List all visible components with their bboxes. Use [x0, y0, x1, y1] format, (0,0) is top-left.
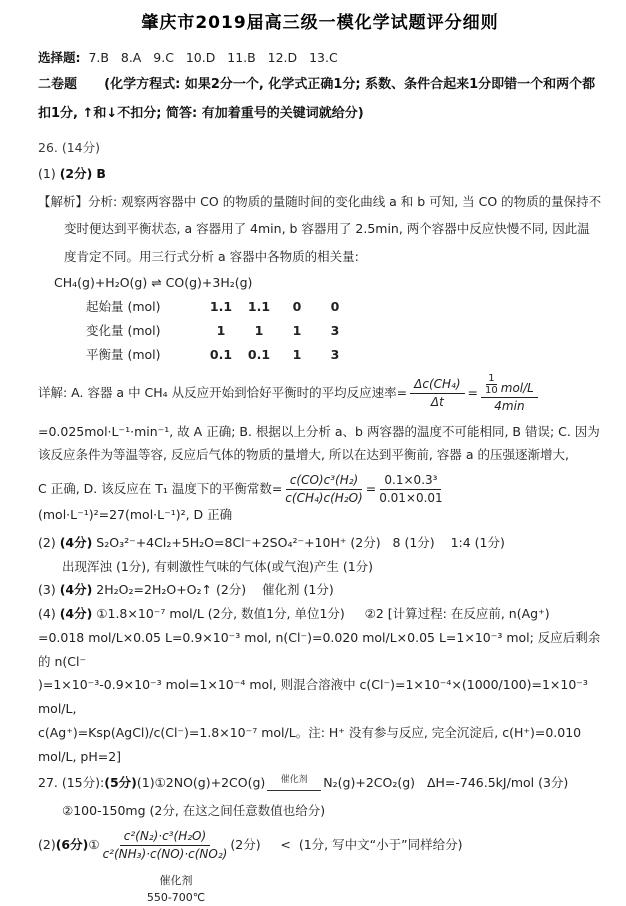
q27-header: 27. (15分): — [38, 775, 105, 791]
page-title: 肇庆市2019届高三级一模化学试题评分细则 — [141, 13, 499, 33]
detail-line3-suffix: (mol·L⁻¹)²=27(mol·L⁻¹)², D 正确 — [38, 507, 233, 523]
cell: 1.1 — [247, 299, 271, 315]
q26-detail-constant-line — [38, 473, 602, 525]
expression-fraction — [103, 829, 228, 862]
q27-part2-line — [38, 829, 602, 862]
q26-part1-score: (2分) — [59, 166, 93, 182]
q27-part1-line — [38, 774, 602, 793]
cell: 3 — [330, 323, 340, 339]
table-row — [86, 295, 602, 319]
q26-part4-score: (4分) — [59, 606, 93, 622]
table-row — [86, 319, 602, 343]
choice-answers-line — [38, 46, 602, 70]
fraction-denominator: c²(NH₃)·c(NO)·c(NO₂) — [102, 846, 228, 861]
row-label: 起始量 (mol) — [86, 299, 161, 315]
q26-part3-text: 2H₂O₂=2H₂O+O₂↑ (2分) 催化剂 (1分) — [92, 582, 334, 598]
cell: 1 — [292, 346, 302, 362]
q26-part2-line — [38, 531, 602, 555]
row-label: 平衡量 (mol) — [86, 346, 161, 362]
q26-detail-line2: =0.025mol·L⁻¹·min⁻¹, 故 A 正确; B. 根据以上分析 a、b 两容器的温度不可能相同, B 错误; C. 因为该反应条件为等温等容, 反应后气体的物质的量增大, 所以在达到平衡前, 容器 a 的压强逐渐增大, — [38, 423, 600, 463]
fraction-denominator: 0.01×0.01 — [379, 491, 443, 506]
fraction-numerator: 0.1×0.3³ — [380, 473, 441, 490]
fraction-denominator: c(CH₄)c(H₂O) — [285, 491, 363, 506]
rate-value-fraction — [481, 373, 538, 414]
arrow-line — [267, 786, 321, 791]
fraction-numerator: c²(N₂)·c³(H₂O) — [120, 829, 210, 846]
q26-part4-num: (4) — [38, 606, 56, 622]
q26-chemical-equation: CH₄(g)+H₂O(g) ⇌ CO(g)+3H₂(g) — [54, 275, 253, 291]
q26-header: 26. (14分) — [38, 140, 101, 156]
detail-prefix: 详解: A. 容器 a 中 CH₄ 从反应开始到恰好平衡时的平均反应速率= — [38, 384, 408, 400]
cell: 1 — [254, 323, 264, 339]
q26-detail-rate-line — [38, 373, 602, 414]
q26-part4-line1 — [38, 602, 602, 626]
q26-part4-line2: =0.018 mol/L×0.05 L=0.9×10⁻³ mol, n(Cl⁻)=0.020 mol/L×0.05 L=1×10⁻³ mol; 反应后剩余的 n(Cl⁻ — [38, 629, 601, 669]
q27-part1-num: (1) — [136, 775, 155, 791]
cell: 0.1 — [209, 346, 233, 362]
table-row — [86, 343, 602, 367]
nested-denominator: 10 — [485, 384, 498, 396]
q26-part4-line3: )=1×10⁻³-0.9×10⁻³ mol=1×10⁻⁴ mol, 则混合溶液中 c(Cl⁻)=1×10⁻⁴×(1000/100)=1×10⁻³ mol/L, — [38, 677, 588, 717]
section2-label: 二卷题 — [38, 76, 78, 92]
q27-equation-right: N₂(g)+2CO₂(g) ΔH=-746.5kJ/mol (3分) — [323, 775, 569, 791]
q26-part1-num: (1) — [38, 166, 56, 182]
cell: 0 — [292, 299, 302, 315]
three-line-table — [86, 295, 602, 366]
q27-part2-num: (2) — [38, 836, 56, 852]
q27-part2-tail: (2分) < (1分, 写中文“小于”同样给分) — [230, 836, 463, 852]
choice-answers: 7.B 8.A 9.C 10.D 11.B 12.D 13.C — [80, 50, 338, 66]
q26-part3-line — [38, 578, 602, 602]
temperature-label: 550-700℃ — [146, 890, 206, 904]
nested-fraction — [485, 373, 498, 396]
reaction-condition-arrow — [267, 776, 321, 791]
cell: 3 — [330, 346, 340, 362]
q27-part1-item2: ②100-150mg (2分, 在这之间任意数值也给分) — [62, 803, 326, 819]
q27-part1-score: (5分) — [104, 775, 137, 791]
q26-part1-answer — [38, 162, 602, 186]
q26-part4-text: ①1.8×10⁻⁷ mol/L (2分, 数值1分, 单位1分) ②2 [计算过程: 在反应前, n(Ag⁺) — [92, 606, 550, 622]
cutoff-equation-condition — [134, 872, 218, 906]
equals-sign: = — [467, 384, 479, 400]
condition-label: 催化剂 — [159, 873, 193, 887]
constant-value-fraction — [379, 473, 443, 506]
cell: 0 — [330, 299, 340, 315]
equals-sign: = — [365, 481, 377, 497]
cell: 0.1 — [247, 346, 271, 362]
q27-part2-score: (6分) — [55, 836, 89, 852]
section2-note-line — [38, 70, 602, 129]
fraction-denominator: 4min — [494, 398, 525, 413]
q26-part3-num: (3) — [38, 582, 56, 598]
unit-label: mol/L — [500, 380, 534, 395]
nested-numerator: 1 — [488, 372, 495, 384]
row-label: 变化量 (mol) — [86, 323, 161, 339]
q26-part3-score: (4分) — [59, 582, 93, 598]
q26-part4-line4: c(Ag⁺)=Ksp(AgCl)/c(Cl⁻)=1.8×10⁻⁷ mol/L。注: H⁺ 没有参与反应, 完全沉淀后, c(H⁺)=0.010 mol/L, pH=2] — [38, 724, 582, 764]
q26-part2-score: (4分) — [59, 534, 93, 550]
cell: 1.1 — [209, 299, 233, 315]
q26-part2-num: (2) — [38, 534, 56, 550]
q26-part1-value: B — [96, 166, 106, 182]
cell: 1 — [216, 323, 226, 339]
q26-part2-text: S₂O₃²⁻+4Cl₂+5H₂O=8Cl⁻+2SO₄²⁻+10H⁺ (2分) 8 (1分) 1:4 (1分) — [92, 534, 505, 550]
fraction-numerator: c(CO)c³(H₂) — [286, 473, 362, 490]
cell: 1 — [292, 323, 302, 339]
q27-part2-circle: ① — [88, 836, 100, 852]
q26-analysis-paragraph: 【解析】分析: 观察两容器中 CO 的物质的量随时间的变化曲线 a 和 b 可知, 当 CO 的物质的量保持不变时便达到平衡状态, a 容器用了 4min, b 容器用了 2.5min, 两个容器中反应快慢不同, 因此温度肯定不同。用三行式分析 a 容器中各物质的相关量: — [38, 193, 602, 264]
q27-equation-left: ①2NO(g)+2CO(g) — [154, 775, 266, 791]
fraction-denominator: Δt — [430, 394, 444, 409]
q26-part2-observation: 出现浑浊 (1分), 有刺激性气味的气体(或气泡)产生 (1分) — [62, 558, 374, 574]
rate-definition-fraction — [410, 377, 464, 410]
equilibrium-constant-fraction — [285, 473, 362, 506]
condition-label: 催化剂 — [280, 775, 308, 786]
detail-line3-prefix: C 正确, D. 该反应在 T₁ 温度下的平衡常数= — [38, 481, 283, 497]
choice-label: 选择题: — [38, 50, 81, 66]
fraction-numerator: Δc(CH₄) — [410, 377, 464, 394]
section2-note: (化学方程式: 如果2分一个, 化学式正确1分; 系数、条件合起来1分即错一个和两个都扣1分, ↑和↓不扣分; 简答: 有加着重号的关键词就给分) — [38, 76, 596, 122]
